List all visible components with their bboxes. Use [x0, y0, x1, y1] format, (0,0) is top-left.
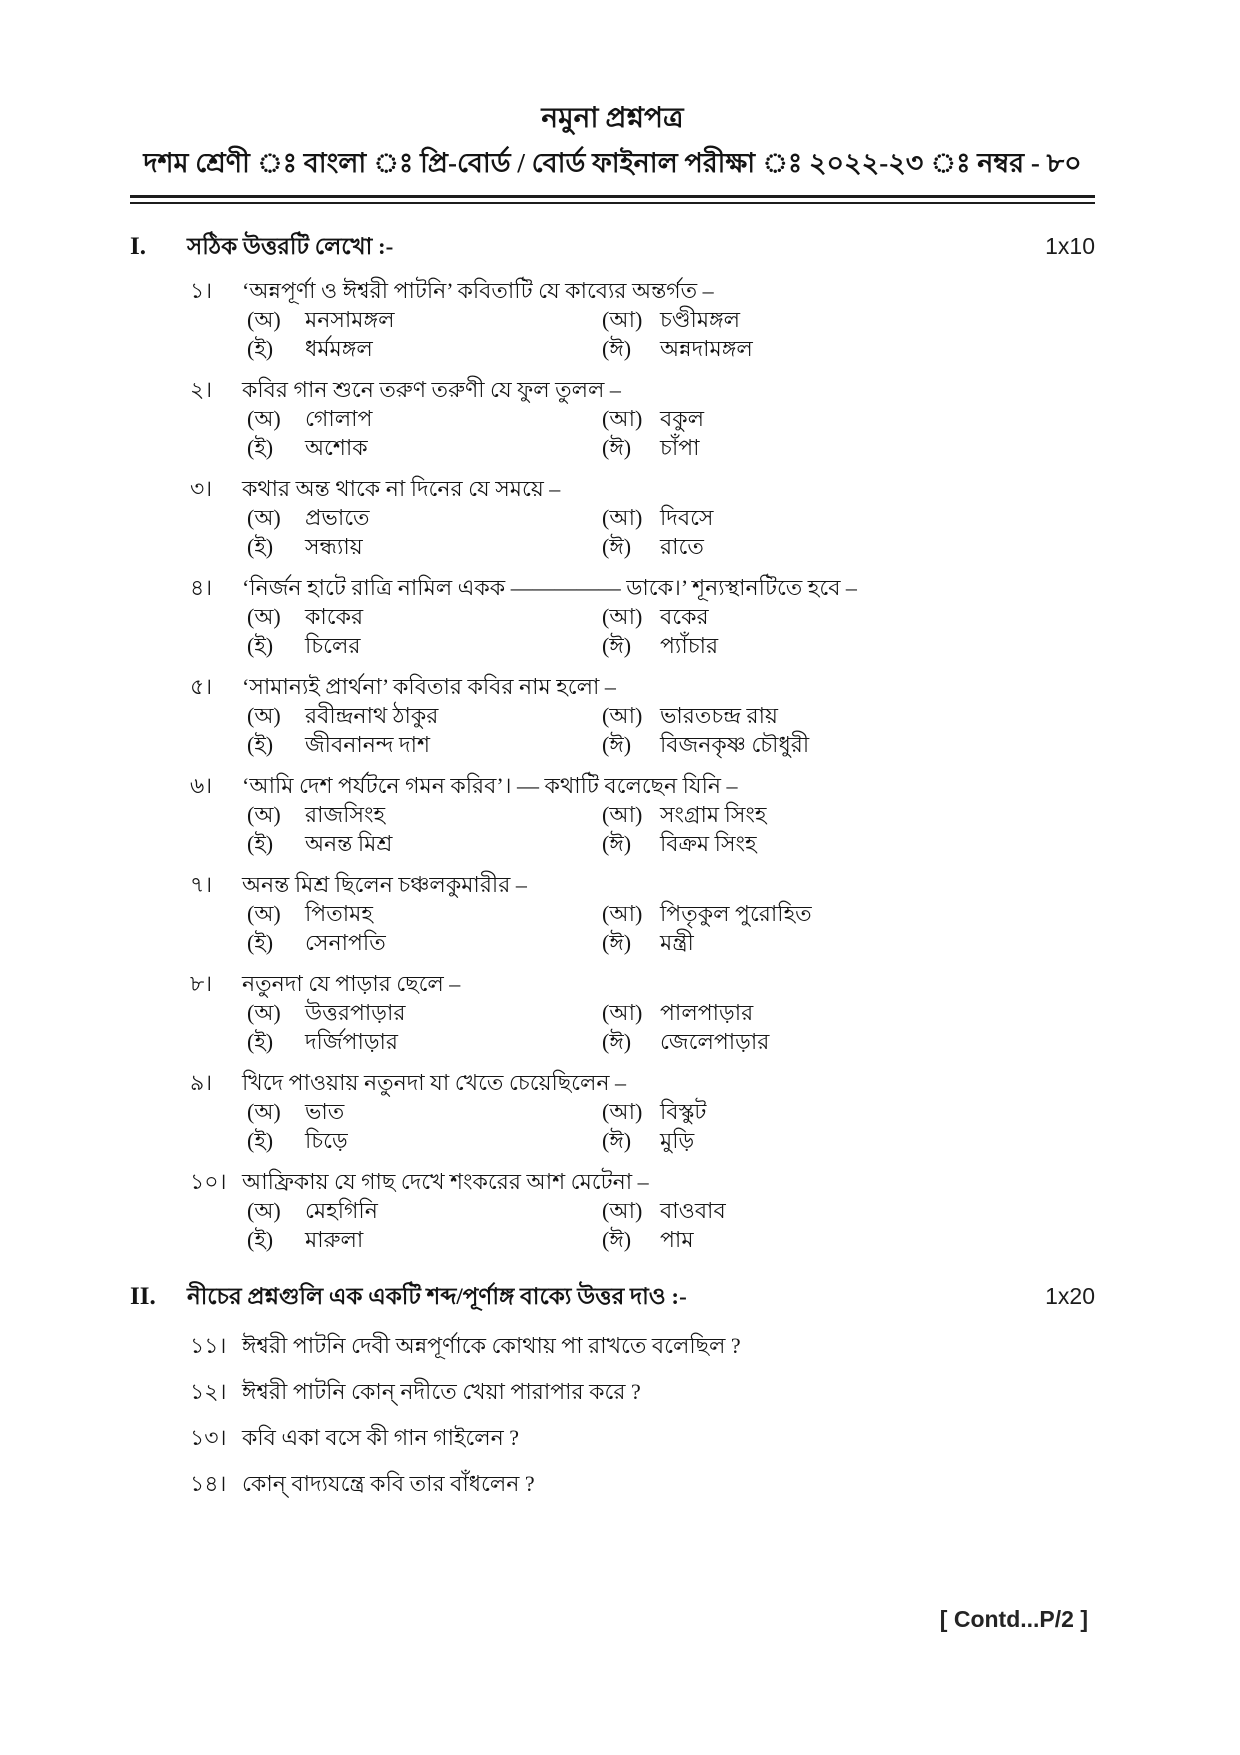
option-item	[602, 631, 1095, 660]
question-block	[130, 1167, 1095, 1254]
option-text: ভাত	[305, 1099, 345, 1124]
option-item	[602, 1225, 1095, 1254]
option-label: (ই)	[247, 633, 274, 658]
question-number: ৮।	[190, 971, 213, 996]
question-text: নতুনদা যে পাড়ার ছেলে –	[242, 971, 461, 996]
option-text: প্রভাতে	[305, 505, 370, 530]
option-label: (অ)	[247, 1000, 281, 1025]
option-item	[247, 503, 602, 532]
option-text: অশোক	[305, 435, 368, 460]
option-label: (ঈ)	[602, 633, 632, 658]
option-label: (আ)	[602, 901, 643, 926]
option-item	[247, 532, 602, 561]
option-item	[602, 829, 1095, 858]
option-item	[602, 433, 1095, 462]
option-item	[247, 800, 602, 829]
option-item	[602, 334, 1095, 363]
option-label: (আ)	[602, 1000, 643, 1025]
options-grid	[247, 305, 1095, 363]
option-text: মন্ত্রী	[660, 930, 694, 955]
option-label: (আ)	[602, 703, 643, 728]
question-number: ৭।	[190, 872, 213, 897]
question-row	[190, 1469, 1095, 1498]
option-text: অনন্ত মিশ্র	[305, 831, 393, 856]
option-label: (আ)	[602, 604, 643, 629]
option-label: (ই)	[247, 435, 274, 460]
question-number: ৫।	[190, 674, 213, 699]
question-row	[190, 1167, 1095, 1196]
option-label: (আ)	[602, 1099, 643, 1124]
option-item	[247, 1126, 602, 1155]
option-item	[247, 1196, 602, 1225]
question-text: কোন্ বাদ্যযন্ত্রে কবি তার বাঁধলেন ?	[242, 1471, 535, 1496]
question-block	[130, 1068, 1095, 1155]
option-label: (অ)	[247, 703, 281, 728]
option-item	[247, 602, 602, 631]
option-label: (অ)	[247, 802, 281, 827]
option-text: দর্জিপাড়ার	[305, 1029, 399, 1054]
option-label: (আ)	[602, 307, 643, 332]
section-marks: 1x20	[1045, 1283, 1095, 1309]
option-text: মুড়ি	[660, 1128, 695, 1153]
option-label: (ই)	[247, 534, 274, 559]
question-row	[190, 276, 1095, 305]
options-grid	[247, 404, 1095, 462]
option-label: (ঈ)	[602, 435, 632, 460]
question-text: কথার অন্ত থাকে না দিনের যে সময়ে –	[242, 476, 561, 501]
option-label: (ই)	[247, 930, 274, 955]
question-block	[130, 771, 1095, 858]
header-double-rule	[130, 195, 1095, 204]
option-item	[602, 602, 1095, 631]
option-label: (ঈ)	[602, 1227, 632, 1252]
option-text: সংগ্রাম সিংহ	[660, 802, 767, 827]
page-subtitle: দশম শ্রেণী ঃ বাংলা ঃ প্রি-বোর্ড / বোর্ড ফাইনাল পরীক্ষা ঃ ২০২২-২৩ ঃ নম্বর - ৮০	[143, 148, 1082, 178]
option-text: কাকের	[305, 604, 364, 629]
options-grid	[247, 503, 1095, 561]
section-instruction: সঠিক উত্তরটি লেখো :-	[187, 234, 394, 259]
option-item	[247, 1097, 602, 1126]
option-label: (আ)	[602, 406, 643, 431]
option-text: জীবনানন্দ দাশ	[305, 732, 430, 757]
section-instruction: নীচের প্রশ্নগুলি এক একটি শব্দ/পূর্ণাঙ্গ বাক্যে উত্তর দাও :-	[187, 1284, 687, 1309]
options-grid	[247, 1097, 1095, 1155]
option-label: (ঈ)	[602, 1128, 632, 1153]
question-row	[190, 573, 1095, 602]
option-label: (ই)	[247, 831, 274, 856]
question-number: ১০।	[190, 1169, 227, 1194]
question-row	[190, 1377, 1095, 1406]
question-number: ৯।	[190, 1070, 213, 1095]
question-block	[130, 474, 1095, 561]
option-text: মনসামঙ্গল	[305, 307, 395, 332]
option-label: (ঈ)	[602, 930, 632, 955]
question-text: আফ্রিকায় যে গাছ দেখে শংকরের আশ মেটেনা –	[242, 1169, 649, 1194]
option-item	[247, 829, 602, 858]
question-number: ১৪।	[190, 1471, 227, 1496]
option-text: ধর্মমঙ্গল	[305, 336, 373, 361]
question-block	[130, 375, 1095, 462]
question-text: ‘নির্জন হাটে রাত্রি নামিল একক ————— ডাকে।’ শূন্যস্থানটিতে হবে –	[242, 575, 857, 600]
question-text: ‘অন্নপূর্ণা ও ঈশ্বরী পাটনি’ কবিতাটি যে কাব্যের অন্তর্গত –	[242, 278, 714, 303]
option-text: সেনাপতি	[305, 930, 386, 955]
option-item	[602, 730, 1095, 759]
option-text: গোলাপ	[305, 406, 373, 431]
option-text: জেলেপাড়ার	[660, 1029, 770, 1054]
option-item	[602, 701, 1095, 730]
sections-root	[130, 229, 1095, 1498]
option-text: অন্নদামঙ্গল	[660, 336, 753, 361]
option-item	[602, 503, 1095, 532]
option-item	[247, 1225, 602, 1254]
option-label: (ই)	[247, 1227, 274, 1252]
option-item	[247, 305, 602, 334]
option-item	[247, 899, 602, 928]
option-text: পাম	[660, 1227, 694, 1252]
question-text: খিদে পাওয়ায় নতুনদা যা খেতে চেয়েছিলেন –	[242, 1070, 627, 1095]
question-block	[130, 1423, 1095, 1452]
question-block	[130, 276, 1095, 363]
option-item	[247, 701, 602, 730]
option-label: (ই)	[247, 1128, 274, 1153]
options-grid	[247, 602, 1095, 660]
question-number: ৪।	[190, 575, 213, 600]
option-item	[602, 305, 1095, 334]
options-grid	[247, 800, 1095, 858]
option-text: সন্ধ্যায়	[305, 534, 363, 559]
option-label: (অ)	[247, 901, 281, 926]
question-text: ঈশ্বরী পাটনি কোন্ নদীতে খেয়া পারাপার করে ?	[242, 1379, 641, 1404]
option-text: চণ্ডীমঙ্গল	[660, 307, 741, 332]
option-item	[602, 899, 1095, 928]
question-number: ১১।	[190, 1333, 227, 1358]
option-label: (অ)	[247, 1099, 281, 1124]
option-item	[247, 928, 602, 957]
option-label: (ঈ)	[602, 1029, 632, 1054]
question-text: অনন্ত মিশ্র ছিলেন চঞ্চলকুমারীর –	[242, 872, 527, 897]
option-label: (আ)	[602, 1198, 643, 1223]
question-number: ৬।	[190, 773, 213, 798]
option-item	[247, 334, 602, 363]
option-text: পালপাড়ার	[660, 1000, 754, 1025]
option-text: রাতে	[660, 534, 704, 559]
question-row	[190, 969, 1095, 998]
question-number: ৩।	[190, 476, 213, 501]
question-row	[190, 474, 1095, 503]
option-item	[602, 404, 1095, 433]
option-text: বকুল	[660, 406, 705, 431]
option-item	[247, 433, 602, 462]
option-label: (ঈ)	[602, 534, 632, 559]
option-label: (আ)	[602, 802, 643, 827]
question-row	[190, 1331, 1095, 1360]
option-label: (ই)	[247, 336, 274, 361]
continued-page-note: [ Contd...P/2 ]	[939, 1606, 1088, 1632]
question-row	[190, 870, 1095, 899]
page-content	[130, 0, 1095, 1498]
option-label: (অ)	[247, 307, 281, 332]
question-block	[130, 969, 1095, 1056]
option-item	[602, 1027, 1095, 1056]
option-item	[602, 1196, 1095, 1225]
question-block	[130, 1377, 1095, 1406]
question-text: কবি একা বসে কী গান গাইলেন ?	[242, 1425, 520, 1450]
option-item	[602, 1126, 1095, 1155]
option-text: পিতামহ	[305, 901, 373, 926]
question-number: ১২।	[190, 1379, 227, 1404]
options-grid	[247, 1196, 1095, 1254]
option-text: দিবসে	[660, 505, 714, 530]
question-row	[190, 375, 1095, 404]
option-label: (অ)	[247, 604, 281, 629]
option-item	[602, 928, 1095, 957]
option-label: (ঈ)	[602, 831, 632, 856]
question-row	[190, 1068, 1095, 1097]
question-row	[190, 1423, 1095, 1452]
option-item	[247, 1027, 602, 1056]
option-label: (অ)	[247, 1198, 281, 1223]
question-block	[130, 573, 1095, 660]
question-number: ১৩।	[190, 1425, 227, 1450]
question-block	[130, 1331, 1095, 1360]
section-1	[130, 229, 1095, 1254]
option-item	[247, 404, 602, 433]
option-label: (অ)	[247, 505, 281, 530]
option-text: চিড়ে	[305, 1128, 348, 1153]
question-block	[130, 870, 1095, 957]
question-text: কবির গান শুনে তরুণ তরুণী যে ফুল তুলল –	[242, 377, 621, 402]
question-number: ১।	[190, 278, 213, 303]
option-text: উত্তরপাড়ার	[305, 1000, 406, 1025]
question-text: ‘আমি দেশ পর্যটনে গমন করিব’। — কথাটি বলেছেন যিনি –	[242, 773, 738, 798]
section-header	[130, 1279, 1095, 1314]
option-text: ভারতচন্দ্র রায়	[660, 703, 778, 728]
option-item	[602, 998, 1095, 1027]
option-label: (ই)	[247, 1029, 274, 1054]
option-label: (ই)	[247, 732, 274, 757]
option-item	[247, 631, 602, 660]
question-row	[190, 771, 1095, 800]
question-block	[130, 1469, 1095, 1498]
option-text: বিক্রম সিংহ	[660, 831, 757, 856]
section-marks: 1x10	[1045, 233, 1095, 259]
section-roman-numeral: I.	[130, 233, 146, 260]
question-block	[130, 672, 1095, 759]
question-row	[190, 672, 1095, 701]
option-label: (অ)	[247, 406, 281, 431]
options-grid	[247, 899, 1095, 957]
option-item	[602, 800, 1095, 829]
option-text: রাজসিংহ	[305, 802, 386, 827]
option-text: মেহগিনি	[305, 1198, 378, 1223]
option-text: মারুলা	[305, 1227, 364, 1252]
option-text: প্যাঁচার	[660, 633, 719, 658]
option-label: (ঈ)	[602, 732, 632, 757]
section-2	[130, 1279, 1095, 1498]
question-text: ‘সামান্যই প্রার্থনা’ কবিতার কবির নাম হলো –	[242, 674, 616, 699]
question-text: ঈশ্বরী পাটনি দেবী অন্নপূর্ণাকে কোথায় পা রাখতে বলেছিল ?	[242, 1333, 741, 1358]
option-text: চাঁপা	[660, 435, 700, 460]
option-item	[247, 998, 602, 1027]
option-item	[247, 730, 602, 759]
option-text: পিতৃকুল পুরোহিত	[660, 901, 812, 926]
option-text: রবীন্দ্রনাথ ঠাকুর	[305, 703, 439, 728]
option-text: বিস্কুট	[660, 1099, 707, 1124]
option-label: (ঈ)	[602, 336, 632, 361]
option-text: চিলের	[305, 633, 361, 658]
option-text: বকের	[660, 604, 709, 629]
option-item	[602, 1097, 1095, 1126]
options-grid	[247, 998, 1095, 1056]
option-item	[602, 532, 1095, 561]
section-roman-numeral: II.	[130, 1283, 156, 1310]
option-label: (আ)	[602, 505, 643, 530]
option-text: বিজনকৃষ্ণ চৌধুরী	[660, 732, 810, 757]
options-grid	[247, 701, 1095, 759]
option-text: বাওবাব	[660, 1198, 726, 1223]
question-number: ২।	[190, 377, 213, 402]
section-header	[130, 229, 1095, 264]
page-title: নমুনা প্রশ্নপত্র	[541, 103, 684, 134]
